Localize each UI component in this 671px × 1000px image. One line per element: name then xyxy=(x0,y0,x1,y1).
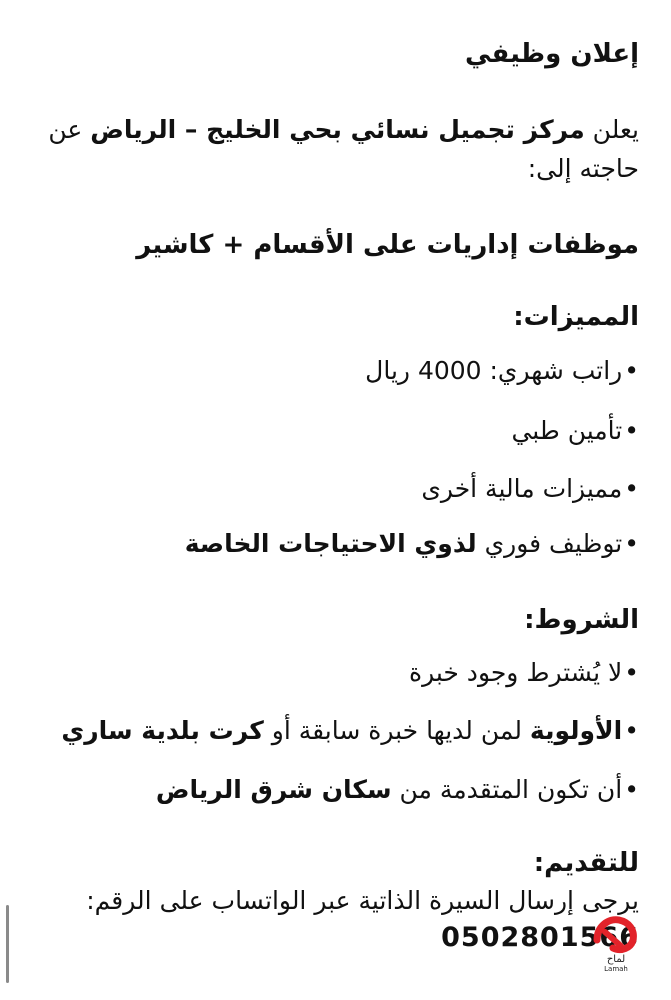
condition-municipality-card: كرت بلدية ساري xyxy=(61,716,264,745)
scroll-indicator[interactable] xyxy=(6,905,9,983)
position-title: موظفات إداريات على الأقسام + كاشير xyxy=(136,230,639,260)
apply-instruction: يرجى إرسال السيرة الذاتية عبر الواتساب على الرقم: xyxy=(86,886,639,915)
phone-number: 0502801566 xyxy=(441,922,639,953)
condition-item xyxy=(32,714,639,748)
condition-priority-text: لمن لديها خبرة سابقة أو xyxy=(263,716,530,745)
intro-line-1 xyxy=(32,113,639,147)
condition-item xyxy=(32,773,639,807)
apply-heading: للتقديم: xyxy=(533,848,639,878)
bullet-icon: • xyxy=(624,416,639,445)
bullet-icon: • xyxy=(624,356,639,385)
condition-east-riyadh: سكان شرق الرياض xyxy=(155,775,392,804)
condition-priority-label: الأولوية xyxy=(529,716,623,745)
intro-line-2: حاجته إلى: xyxy=(527,154,639,183)
benefit-immediate-hiring: توظيف فوري xyxy=(476,529,623,558)
benefit-medical-insurance: تأمين طبي xyxy=(511,416,623,445)
benefit-special-needs: لذوي الاحتياجات الخاصة xyxy=(184,529,477,558)
benefit-financial: مميزات مالية أخرى xyxy=(421,474,623,503)
condition-no-experience: لا يُشترط وجود خبرة xyxy=(408,658,623,687)
intro-prefix: يعلن xyxy=(584,115,639,144)
lamah-latin-text: Lamah xyxy=(604,965,628,973)
condition-item xyxy=(32,656,639,690)
intro-suffix: عن xyxy=(48,115,91,144)
lamah-watermark-logo xyxy=(591,912,641,976)
lamah-logo-icon xyxy=(591,912,641,954)
bullet-icon: • xyxy=(624,529,639,558)
benefit-item xyxy=(32,472,639,506)
lamah-arabic-text: لماح xyxy=(606,954,626,965)
bullet-icon: • xyxy=(624,474,639,503)
announcement-title: إعلان وظيفي xyxy=(465,39,639,69)
benefits-heading: المميزات: xyxy=(513,302,639,332)
benefit-item xyxy=(32,354,639,388)
bullet-icon: • xyxy=(624,775,639,804)
benefit-salary: راتب شهري: 4000 ريال xyxy=(365,356,623,385)
bullet-icon: • xyxy=(624,716,639,745)
bullet-icon: • xyxy=(624,658,639,687)
center-name: مركز تجميل نسائي بحي الخليج – الرياض xyxy=(90,115,585,144)
benefit-item xyxy=(32,527,639,561)
condition-residence-text: أن تكون المتقدمة من xyxy=(391,775,623,804)
benefit-item xyxy=(32,414,639,448)
conditions-heading: الشروط: xyxy=(524,605,639,635)
